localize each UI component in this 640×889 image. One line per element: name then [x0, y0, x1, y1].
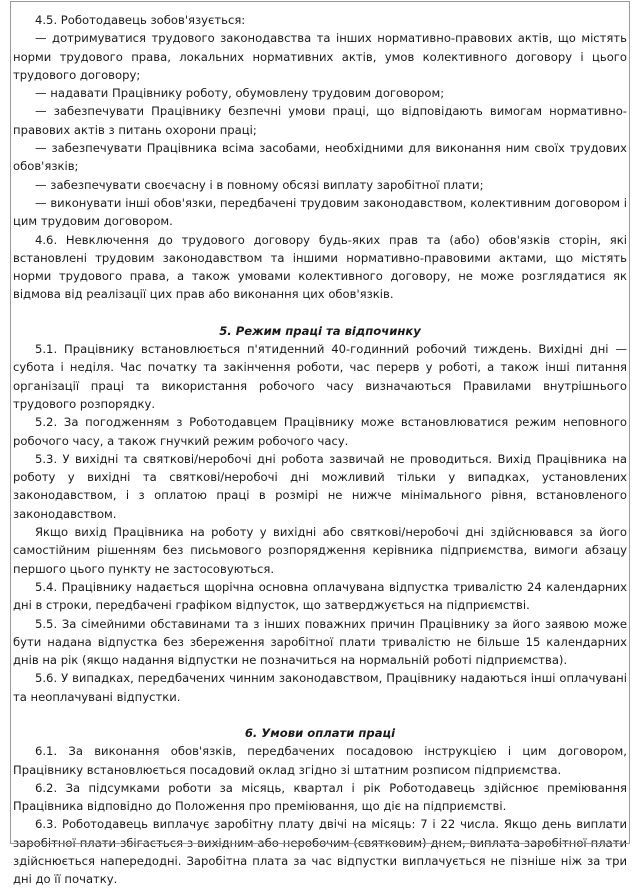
- clause-6-2: 6.2. За підсумками роботи за місяць, квартал і рік Роботодавець здійснює преміювання Працівника відповідно до Положення про преміювання, що діє на підприємстві.: [13, 780, 627, 814]
- clause-5-6: 5.6. У випадках, передбачених чинним законодавством, Працівнику надаються інші оплачувані та неоплачувані відпустки.: [13, 671, 627, 704]
- clause-5-3: 5.3. У вихідні та святкові/неробочі дні робота зазвичай не проводиться. Вихід Працівника на роботу у вихідні та святкові/неробочі дні можливий тільки у випадках, установлених законодавством, і з оплатою праці в розмірі не нижче мінімального рівня, встановленого законодавством.: [13, 451, 627, 521]
- clause-4-5: 4.5. Роботодавець зобов'язується:: [35, 13, 246, 27]
- clause-5-2: 5.2. За погодженням з Роботодавцем Працівнику може встановлюватися режим неповного робочого часу, а також гнучкий режим робочого часу.: [13, 415, 627, 448]
- section-5-heading: 5. Режим праці та відпочинку: [219, 323, 421, 338]
- section-6-heading: 6. Умови оплати праці: [244, 725, 396, 740]
- clause-5-5: 5.5. За сімейними обставинами та з інших поважних причин Працівнику за його заявою може бути надана відпустка без збереження заробітної плати тривалістю не більше 15 календарних днів на рік (якщо надання відпустки не позначиться на нормальній роботі підприємства).: [13, 616, 627, 668]
- section-5: [13, 322, 627, 706]
- duty-item: — забезпечувати своєчасну і в повному обсязі виплату заробітної плати;: [35, 177, 484, 192]
- duty-item: — дотримуватися трудового законодавства та інших нормативно-правових актів, що містять норми трудового права, локальних нормативних актів, умов колективного договору і цього трудового договору;: [13, 31, 627, 82]
- section-6: [13, 724, 627, 889]
- duty-item: — забезпечувати Працівника всіма засобами, необхідними для виконання ним своїх трудових обов'язків;: [13, 141, 627, 174]
- section-4: [13, 11, 627, 304]
- clause-5-3-paragraph-2: Якщо вихід Працівника на роботу у вихідні або святкові/неробочі дні здійснювався за його самостійним рішенням без письмового розпорядження керівника підприємства, вимоги абзацу першого цього пункту не застосовуються.: [13, 525, 627, 576]
- clause-5-1: 5.1. Працівнику встановлюється п'ятиденний 40-годинний робочий тиждень. Вихідні дні — субота і неділя. Час початку та закінчення роботи, час перерв у роботі, а також інші питання організації праці та використання робочого часу визначаються Правилами внутрішнього трудового розпорядку.: [13, 342, 627, 411]
- clause-5-4: 5.4. Працівнику надається щорічна основна оплачувана відпустка тривалістю 24 календарних дні в строки, передбачені графіком відпусток, що затверджується на підприємстві.: [13, 579, 627, 613]
- duty-item: — надавати Працівнику роботу, обумовлену трудовим договором;: [35, 86, 445, 101]
- duty-item: — виконувати інші обов'язки, передбачені трудовим законодавством, колективним договором і цим трудовим договором.: [13, 195, 627, 229]
- clause-4-6: 4.6. Невключення до трудового договору будь-яких прав та (або) обов'язків сторін, які встановлені трудовим законодавством та іншими нормативно-правовими актами, що містять норми трудового права, а також умовами колективного договору, не може розглядатися як відмова від реалізації цих прав або виконання цих обов'язків.: [13, 232, 627, 302]
- clause-6-1: 6.1. За виконання обов'язків, передбачених посадовою інструкцією і цим договором, Працівнику встановлюється посадовий оклад згідно зі штатним розписом підприємства.: [13, 744, 627, 777]
- clause-6-3: 6.3. Роботодавець виплачує заробітну плату двічі на місяць: 7 і 22 числа. Якщо день виплати заробітної плати збігається з вихідним або неробочим (святковим) днем, виплата заробітної плати здійснюється напередодні. Заробітна плата за час відпустки виплачується не пізніше ніж за три дні до її початку.: [13, 817, 627, 887]
- duty-item: — забезпечувати Працівнику безпечні умови праці, що відповідають вимогам нормативно-правових актів з питань охорони праці;: [13, 104, 627, 137]
